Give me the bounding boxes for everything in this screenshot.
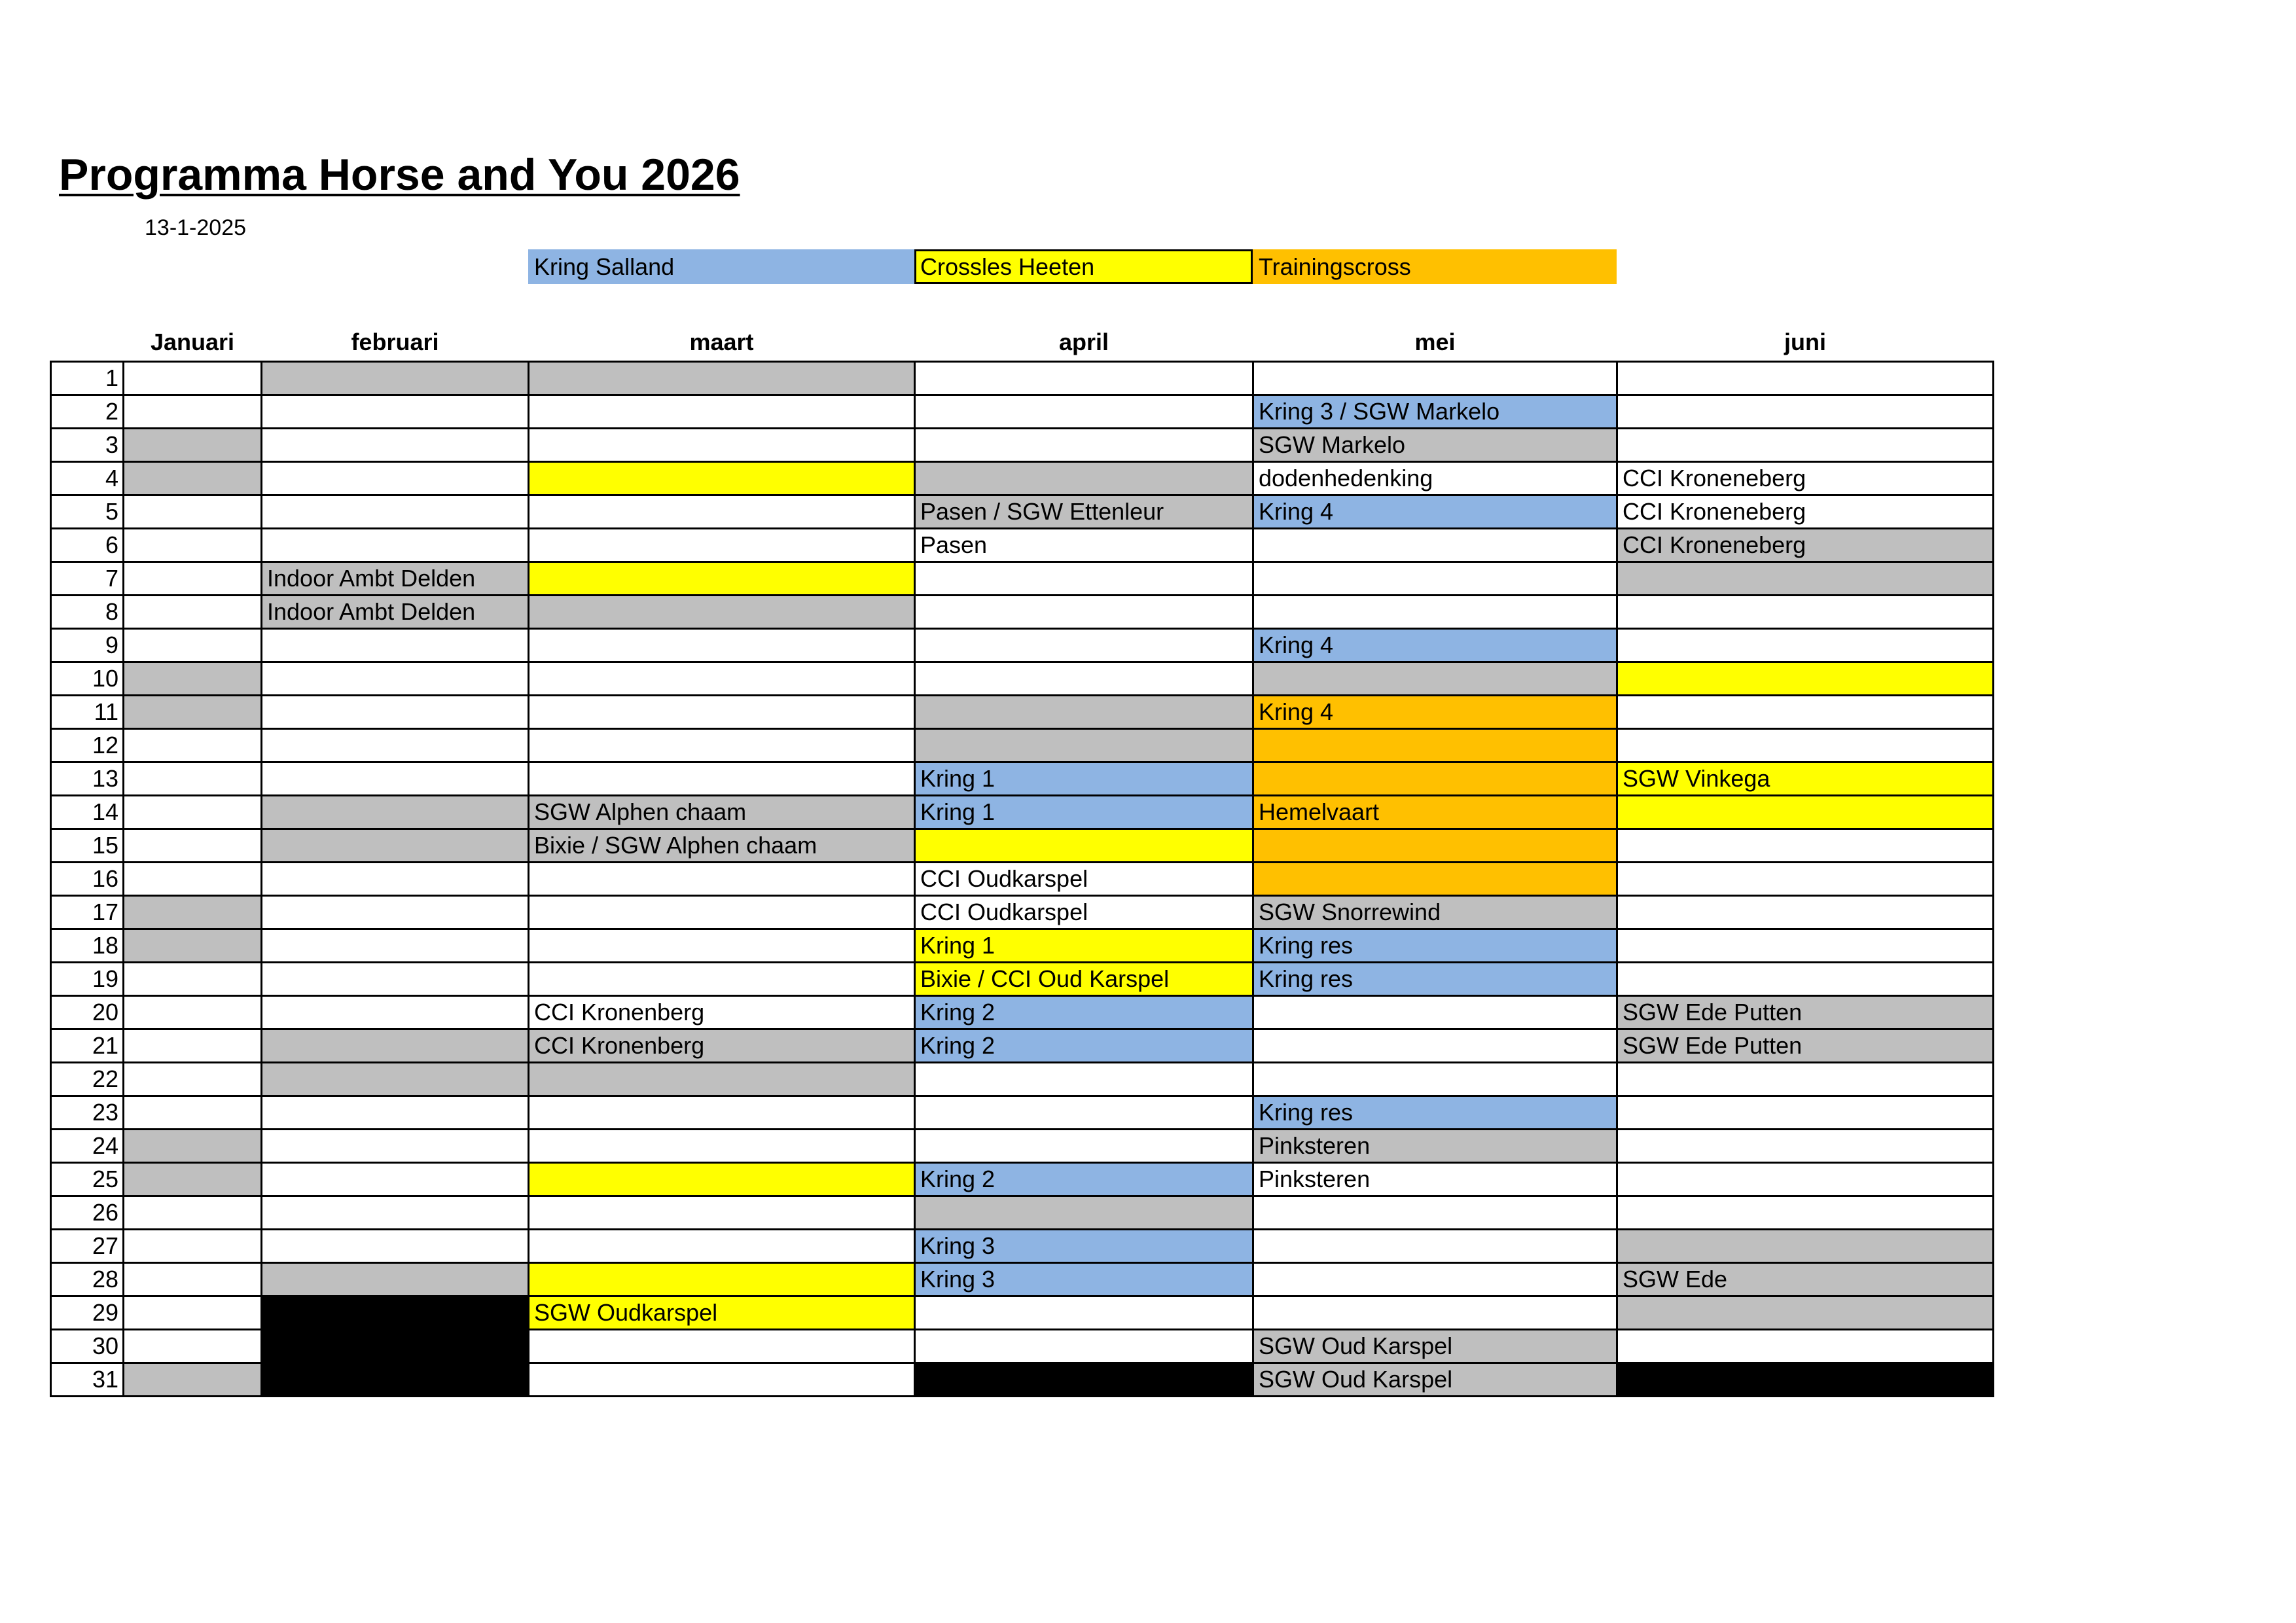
cell-mei: [1253, 662, 1617, 696]
legend-kring-salland: Kring Salland: [528, 249, 914, 284]
cell-juni: CCI Kroneneberg: [1617, 462, 1994, 495]
day-column-header: [51, 323, 124, 362]
cell-februari: [262, 629, 529, 662]
cell-april: Kring 2: [915, 1029, 1253, 1063]
cell-januari: [124, 1296, 262, 1330]
cell-april: Kring 1: [915, 929, 1253, 963]
table-row: [51, 529, 1994, 562]
cell-februari: [262, 462, 529, 495]
day-number: 18: [51, 929, 124, 963]
cell-maart: [529, 1363, 915, 1397]
cell-maart: [529, 729, 915, 762]
day-number: 8: [51, 596, 124, 629]
day-number: 11: [51, 696, 124, 729]
table-row: [51, 963, 1994, 996]
cell-mei: [1253, 863, 1617, 896]
cell-mei: Kring res: [1253, 929, 1617, 963]
cell-juni: [1617, 863, 1994, 896]
cell-april: [915, 829, 1253, 863]
cell-februari: [262, 863, 529, 896]
month-header-row: [51, 323, 1994, 362]
cell-februari: [262, 1296, 529, 1330]
cell-januari: [124, 996, 262, 1029]
cell-maart: [529, 596, 915, 629]
cell-februari: [262, 762, 529, 796]
table-row: [51, 1063, 1994, 1096]
cell-mei: [1253, 729, 1617, 762]
cell-juni: [1617, 1330, 1994, 1363]
cell-maart: [529, 1196, 915, 1230]
cell-april: [915, 1330, 1253, 1363]
cell-juni: [1617, 395, 1994, 429]
cell-februari: [262, 929, 529, 963]
table-row: [51, 462, 1994, 495]
cell-februari: [262, 1029, 529, 1063]
cell-februari: [262, 529, 529, 562]
cell-januari: [124, 596, 262, 629]
month-header-april: april: [1058, 328, 1109, 355]
cell-maart: [529, 1230, 915, 1263]
table-row: [51, 1096, 1994, 1130]
day-number: 19: [51, 963, 124, 996]
cell-juni: [1617, 1363, 1994, 1397]
cell-februari: [262, 963, 529, 996]
cell-januari: [124, 696, 262, 729]
cell-februari: [262, 1330, 529, 1363]
schedule-table: [50, 323, 1994, 1397]
cell-mei: Pinksteren: [1253, 1163, 1617, 1196]
cell-juni: [1617, 1063, 1994, 1096]
cell-mei: SGW Oud Karspel: [1253, 1330, 1617, 1363]
cell-juni: [1617, 596, 1994, 629]
cell-mei: [1253, 762, 1617, 796]
cell-maart: [529, 1130, 915, 1163]
cell-mei: [1253, 596, 1617, 629]
cell-januari: [124, 762, 262, 796]
cell-februari: [262, 429, 529, 462]
cell-april: [915, 596, 1253, 629]
cell-mei: [1253, 1063, 1617, 1096]
table-row: [51, 829, 1994, 863]
table-row: [51, 1130, 1994, 1163]
cell-maart: SGW Oudkarspel: [529, 1296, 915, 1330]
cell-april: CCI Oudkarspel: [915, 896, 1253, 929]
table-row: [51, 896, 1994, 929]
cell-maart: [529, 863, 915, 896]
cell-juni: [1617, 629, 1994, 662]
table-row: [51, 362, 1994, 395]
day-number: 17: [51, 896, 124, 929]
cell-februari: [262, 395, 529, 429]
table-row: [51, 1296, 1994, 1330]
cell-april: [915, 1363, 1253, 1397]
cell-april: Kring 3: [915, 1263, 1253, 1296]
cell-januari: [124, 863, 262, 896]
cell-januari: [124, 629, 262, 662]
cell-mei: Kring 4: [1253, 696, 1617, 729]
cell-mei: [1253, 529, 1617, 562]
cell-april: Kring 2: [915, 996, 1253, 1029]
cell-april: [915, 562, 1253, 596]
legend-trainingscross: Trainingscross: [1253, 249, 1617, 284]
cell-mei: [1253, 562, 1617, 596]
cell-juni: SGW Ede Putten: [1617, 1029, 1994, 1063]
cell-januari: [124, 1130, 262, 1163]
day-number: 12: [51, 729, 124, 762]
cell-mei: [1253, 1230, 1617, 1263]
cell-januari: [124, 796, 262, 829]
day-number: 14: [51, 796, 124, 829]
cell-maart: [529, 495, 915, 529]
cell-april: [915, 629, 1253, 662]
cell-maart: SGW Alphen chaam: [529, 796, 915, 829]
cell-april: [915, 1063, 1253, 1096]
table-row: [51, 1230, 1994, 1263]
cell-januari: [124, 462, 262, 495]
cell-januari: [124, 829, 262, 863]
cell-mei: [1253, 362, 1617, 395]
cell-januari: [124, 1363, 262, 1397]
cell-januari: [124, 1330, 262, 1363]
cell-april: [915, 729, 1253, 762]
cell-januari: [124, 495, 262, 529]
cell-maart: [529, 462, 915, 495]
cell-maart: [529, 395, 915, 429]
cell-mei: dodenhedenking: [1253, 462, 1617, 495]
cell-januari: [124, 662, 262, 696]
cell-januari: [124, 1063, 262, 1096]
cell-mei: [1253, 996, 1617, 1029]
cell-mei: SGW Markelo: [1253, 429, 1617, 462]
day-number: 22: [51, 1063, 124, 1096]
cell-mei: Kring 4: [1253, 495, 1617, 529]
cell-februari: [262, 1063, 529, 1096]
cell-mei: [1253, 1196, 1617, 1230]
cell-maart: [529, 1096, 915, 1130]
cell-maart: [529, 1263, 915, 1296]
cell-juni: [1617, 1230, 1994, 1263]
day-number: 4: [51, 462, 124, 495]
cell-juni: [1617, 1096, 1994, 1130]
cell-maart: [529, 1063, 915, 1096]
day-number: 1: [51, 362, 124, 395]
cell-april: [915, 1130, 1253, 1163]
table-row: [51, 429, 1994, 462]
day-number: 3: [51, 429, 124, 462]
day-number: 23: [51, 1096, 124, 1130]
legend-crossles-heeten: Crossles Heeten: [914, 249, 1253, 284]
day-number: 30: [51, 1330, 124, 1363]
table-row: [51, 596, 1994, 629]
cell-juni: [1617, 662, 1994, 696]
day-number: 15: [51, 829, 124, 863]
cell-mei: [1253, 1296, 1617, 1330]
table-row: [51, 1196, 1994, 1230]
cell-mei: SGW Oud Karspel: [1253, 1363, 1617, 1397]
table-row: [51, 929, 1994, 963]
table-row: [51, 1029, 1994, 1063]
cell-mei: SGW Snorrewind: [1253, 896, 1617, 929]
cell-april: Bixie / CCI Oud Karspel: [915, 963, 1253, 996]
cell-april: [915, 429, 1253, 462]
table-row: [51, 796, 1994, 829]
cell-mei: Kring res: [1253, 963, 1617, 996]
day-number: 29: [51, 1296, 124, 1330]
day-number: 20: [51, 996, 124, 1029]
cell-juni: [1617, 896, 1994, 929]
cell-mei: Kring res: [1253, 1096, 1617, 1130]
cell-juni: [1617, 1163, 1994, 1196]
cell-maart: [529, 362, 915, 395]
cell-mei: [1253, 1029, 1617, 1063]
cell-mei: Hemelvaart: [1253, 796, 1617, 829]
cell-februari: [262, 1230, 529, 1263]
cell-maart: [529, 629, 915, 662]
cell-februari: [262, 362, 529, 395]
cell-april: [915, 362, 1253, 395]
cell-januari: [124, 1029, 262, 1063]
cell-april: Kring 3: [915, 1230, 1253, 1263]
cell-juni: [1617, 1296, 1994, 1330]
cell-februari: [262, 662, 529, 696]
cell-juni: SGW Ede Putten: [1617, 996, 1994, 1029]
table-row: [51, 1163, 1994, 1196]
cell-februari: [262, 1263, 529, 1296]
cell-februari: [262, 896, 529, 929]
cell-februari: [262, 495, 529, 529]
cell-juni: [1617, 696, 1994, 729]
day-number: 10: [51, 662, 124, 696]
cell-juni: [1617, 796, 1994, 829]
cell-maart: [529, 562, 915, 596]
cell-januari: [124, 562, 262, 596]
cell-februari: [262, 1130, 529, 1163]
cell-januari: [124, 1263, 262, 1296]
cell-mei: Pinksteren: [1253, 1130, 1617, 1163]
cell-april: [915, 1296, 1253, 1330]
cell-februari: [262, 1363, 529, 1397]
cell-april: [915, 662, 1253, 696]
day-number: 6: [51, 529, 124, 562]
cell-januari: [124, 1196, 262, 1230]
cell-februari: [262, 729, 529, 762]
cell-februari: [262, 996, 529, 1029]
day-number: 16: [51, 863, 124, 896]
table-row: [51, 1363, 1994, 1397]
cell-mei: Kring 3 / SGW Markelo: [1253, 395, 1617, 429]
cell-maart: Bixie / SGW Alphen chaam: [529, 829, 915, 863]
cell-juni: SGW Ede: [1617, 1263, 1994, 1296]
cell-maart: CCI Kronenberg: [529, 1029, 915, 1063]
cell-februari: Indoor Ambt Delden: [262, 596, 529, 629]
cell-mei: [1253, 1263, 1617, 1296]
table-row: [51, 762, 1994, 796]
table-row: [51, 495, 1994, 529]
table-row: [51, 1330, 1994, 1363]
cell-maart: [529, 963, 915, 996]
cell-januari: [124, 963, 262, 996]
cell-februari: Indoor Ambt Delden: [262, 562, 529, 596]
cell-april: [915, 696, 1253, 729]
month-header-maart: maart: [689, 328, 754, 355]
cell-februari: [262, 1196, 529, 1230]
day-number: 28: [51, 1263, 124, 1296]
cell-juni: [1617, 929, 1994, 963]
month-header-juni: juni: [1784, 328, 1826, 355]
cell-april: Pasen: [915, 529, 1253, 562]
cell-april: Kring 2: [915, 1163, 1253, 1196]
cell-maart: [529, 896, 915, 929]
cell-januari: [124, 729, 262, 762]
table-row: [51, 395, 1994, 429]
cell-maart: [529, 1330, 915, 1363]
cell-juni: [1617, 362, 1994, 395]
cell-april: [915, 1196, 1253, 1230]
table-row: [51, 863, 1994, 896]
cell-januari: [124, 362, 262, 395]
day-number: 24: [51, 1130, 124, 1163]
cell-maart: [529, 529, 915, 562]
cell-februari: [262, 1163, 529, 1196]
table-row: [51, 729, 1994, 762]
cell-maart: [529, 762, 915, 796]
cell-januari: [124, 1163, 262, 1196]
table-row: [51, 629, 1994, 662]
day-number: 27: [51, 1230, 124, 1263]
cell-juni: [1617, 1130, 1994, 1163]
cell-juni: [1617, 963, 1994, 996]
cell-juni: CCI Kroneneberg: [1617, 529, 1994, 562]
cell-juni: [1617, 1196, 1994, 1230]
cell-januari: [124, 1096, 262, 1130]
cell-april: CCI Oudkarspel: [915, 863, 1253, 896]
month-header-mei: mei: [1414, 328, 1456, 355]
cell-april: [915, 1096, 1253, 1130]
table-row: [51, 996, 1994, 1029]
day-number: 26: [51, 1196, 124, 1230]
cell-juni: [1617, 562, 1994, 596]
cell-februari: [262, 796, 529, 829]
table-row: [51, 1263, 1994, 1296]
day-number: 31: [51, 1363, 124, 1397]
cell-februari: [262, 829, 529, 863]
day-number: 13: [51, 762, 124, 796]
cell-maart: [529, 662, 915, 696]
cell-maart: [529, 696, 915, 729]
document-date: 13-1-2025: [145, 215, 247, 240]
cell-april: [915, 462, 1253, 495]
cell-juni: [1617, 429, 1994, 462]
day-number: 9: [51, 629, 124, 662]
day-number: 5: [51, 495, 124, 529]
cell-april: Kring 1: [915, 762, 1253, 796]
cell-mei: Kring 4: [1253, 629, 1617, 662]
cell-januari: [124, 429, 262, 462]
table-row: [51, 662, 1994, 696]
day-number: 2: [51, 395, 124, 429]
month-header-januari: Januari: [150, 328, 235, 355]
page-title: Programma Horse and You 2026: [59, 150, 740, 200]
cell-juni: SGW Vinkega: [1617, 762, 1994, 796]
cell-januari: [124, 395, 262, 429]
cell-juni: CCI Kroneneberg: [1617, 495, 1994, 529]
cell-juni: [1617, 729, 1994, 762]
cell-maart: [529, 429, 915, 462]
cell-mei: [1253, 829, 1617, 863]
table-row: [51, 562, 1994, 596]
day-number: 7: [51, 562, 124, 596]
cell-maart: [529, 1163, 915, 1196]
cell-april: [915, 395, 1253, 429]
cell-april: Kring 1: [915, 796, 1253, 829]
cell-februari: [262, 696, 529, 729]
schedule-body: [51, 362, 1994, 1397]
table-row: [51, 696, 1994, 729]
day-number: 25: [51, 1163, 124, 1196]
cell-juni: [1617, 829, 1994, 863]
cell-januari: [124, 1230, 262, 1263]
cell-januari: [124, 896, 262, 929]
cell-januari: [124, 529, 262, 562]
cell-maart: CCI Kronenberg: [529, 996, 915, 1029]
cell-februari: [262, 1096, 529, 1130]
cell-april: Pasen / SGW Ettenleur: [915, 495, 1253, 529]
cell-maart: [529, 929, 915, 963]
day-number: 21: [51, 1029, 124, 1063]
cell-januari: [124, 929, 262, 963]
month-header-februari: februari: [351, 328, 439, 355]
